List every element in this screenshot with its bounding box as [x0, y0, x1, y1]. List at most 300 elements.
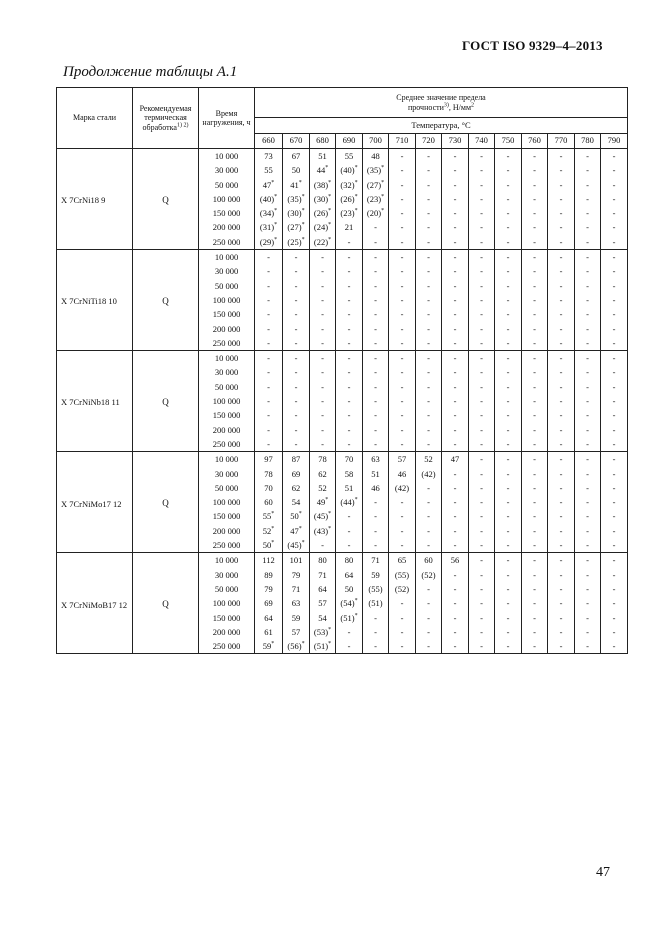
strength-value: (24)* — [313, 222, 332, 233]
strength-value: - — [267, 367, 270, 378]
strength-value: - — [506, 454, 510, 465]
strength-value: 80 — [318, 555, 327, 566]
strength-value: - — [612, 641, 616, 652]
strength-value: 57 — [318, 598, 327, 609]
strength-value: - — [427, 583, 430, 594]
strength-value: - — [480, 641, 483, 652]
strength-value: - — [559, 179, 563, 190]
strength-value: - — [427, 381, 430, 392]
strength-value: - — [321, 540, 324, 551]
strength-value: - — [400, 511, 404, 522]
strength-value: - — [400, 424, 404, 435]
strength-value: - — [533, 236, 536, 247]
strength-value: - — [586, 309, 589, 320]
strength-values — [389, 553, 416, 654]
steel-grade-row — [57, 351, 628, 452]
loading-time: 100 000 — [212, 396, 241, 407]
strength-value: - — [559, 222, 563, 233]
strength-value: - — [559, 410, 563, 421]
strength-value: - — [506, 598, 510, 609]
steel-grade-row — [57, 250, 628, 351]
strength-value: - — [453, 222, 457, 233]
strength-value: - — [374, 424, 377, 435]
temperature-column-header: 720 — [416, 134, 442, 149]
temperature-column-header: 680 — [310, 134, 336, 149]
temperature-column-header: 690 — [336, 134, 363, 149]
strength-value: - — [559, 511, 563, 522]
temperature-column-header: 770 — [548, 134, 575, 149]
strength-value: - — [453, 525, 457, 536]
strength-value: - — [427, 179, 430, 190]
strength-value: - — [612, 353, 616, 364]
strength-value: - — [321, 410, 324, 421]
strength-value: - — [612, 222, 616, 233]
strength-value: - — [347, 367, 351, 378]
strength-value: (52) — [394, 583, 410, 594]
strength-value: - — [480, 468, 483, 479]
strength-values — [601, 553, 628, 654]
strength-value: - — [506, 280, 510, 291]
strength-value: 51 — [318, 151, 327, 161]
strength-value: - — [453, 482, 457, 493]
strength-value: - — [400, 266, 404, 277]
strength-value: - — [400, 193, 404, 204]
strength-values — [310, 452, 336, 553]
strength-value: - — [533, 381, 536, 392]
strength-value: - — [506, 151, 510, 161]
heat-treatment: Q — [133, 351, 199, 452]
strength-value: - — [480, 353, 483, 364]
strength-values — [495, 553, 522, 654]
strength-value: - — [612, 396, 616, 407]
strength-value: - — [533, 280, 536, 291]
strength-value: (23)* — [366, 193, 385, 204]
strength-values — [283, 250, 310, 351]
strength-value: 50* — [290, 511, 302, 522]
strength-values — [389, 149, 416, 250]
strength-value: - — [427, 438, 430, 449]
strength-value: (55) — [394, 569, 410, 580]
strength-value: - — [612, 367, 616, 378]
strength-value: (38)* — [313, 179, 332, 190]
temperature-column-header: 780 — [575, 134, 601, 149]
strength-value: 57 — [397, 454, 407, 465]
strength-value: 44* — [316, 165, 329, 176]
strength-value: - — [533, 294, 536, 305]
strength-value: 65 — [397, 555, 407, 566]
strength-value: - — [506, 337, 510, 348]
strength-value: 64 — [318, 583, 327, 594]
loading-time: 50 000 — [214, 280, 239, 291]
strength-value: - — [374, 525, 377, 536]
strength-values — [601, 452, 628, 553]
strength-value: - — [294, 410, 298, 421]
strength-value: - — [427, 323, 430, 334]
strength-value: - — [321, 353, 324, 364]
strength-values — [442, 149, 469, 250]
strength-value: (45)* — [313, 511, 332, 522]
strength-value: - — [612, 151, 616, 161]
strength-value: - — [612, 555, 616, 566]
strength-value: - — [559, 266, 563, 277]
strength-values — [575, 250, 601, 351]
strength-values — [363, 149, 389, 250]
strength-value: - — [453, 641, 457, 652]
strength-value: - — [347, 323, 351, 334]
strength-value: - — [374, 438, 377, 449]
strength-value: - — [506, 438, 510, 449]
strength-value: - — [453, 252, 457, 263]
strength-value: - — [506, 626, 510, 637]
strength-value: - — [480, 626, 483, 637]
strength-header: Среднее значение предела прочности$^{3)}$, $Н/мм^2$ — [255, 88, 628, 118]
strength-value: - — [453, 583, 457, 594]
strength-value: - — [480, 569, 483, 580]
strength-value: 69 — [264, 598, 273, 609]
strength-value: - — [267, 410, 270, 421]
strength-value: 71 — [318, 569, 327, 580]
strength-value: - — [294, 294, 298, 305]
strength-value: - — [559, 353, 563, 364]
strength-value: - — [559, 598, 563, 609]
strength-value: - — [586, 294, 589, 305]
strength-value: - — [506, 165, 510, 176]
strength-value: 47* — [262, 179, 275, 190]
strength-value: - — [586, 540, 589, 551]
loading-time: 30 000 — [214, 165, 239, 176]
strength-value: - — [480, 525, 483, 536]
strength-value: - — [480, 482, 483, 493]
strength-value: - — [427, 222, 430, 233]
strength-value: - — [559, 612, 563, 623]
strength-value: 101 — [289, 555, 303, 566]
strength-value: 57 — [291, 626, 301, 637]
strength-values — [548, 149, 575, 250]
strength-value: - — [533, 222, 536, 233]
strength-value: - — [612, 583, 616, 594]
strength-value: - — [480, 410, 483, 421]
strength-values — [310, 149, 336, 250]
strength-values — [283, 149, 310, 250]
temperature-column-header: 730 — [442, 134, 469, 149]
strength-value: - — [586, 598, 589, 609]
strength-values — [442, 250, 469, 351]
strength-value: - — [427, 410, 430, 421]
strength-values — [495, 149, 522, 250]
strength-values — [575, 149, 601, 250]
strength-values — [495, 351, 522, 452]
strength-value: 79 — [291, 569, 301, 580]
strength-value: - — [347, 236, 351, 247]
loading-times — [199, 452, 255, 553]
strength-value: - — [400, 641, 404, 652]
loading-time: 100 000 — [212, 598, 241, 609]
strength-values — [522, 452, 548, 553]
strength-value: - — [453, 424, 457, 435]
strength-values — [442, 351, 469, 452]
strength-value: (27)* — [366, 179, 385, 190]
temperature-column-header: 740 — [469, 134, 495, 149]
strength-value: - — [586, 612, 589, 623]
strength-value: - — [559, 323, 563, 334]
strength-value: 56 — [450, 555, 460, 566]
strength-value: - — [559, 381, 563, 392]
strength-value: - — [294, 309, 298, 320]
loading-time: 30 000 — [214, 367, 239, 378]
strength-value: - — [427, 396, 430, 407]
heat-treatment: Q — [133, 553, 199, 654]
strength-values — [522, 553, 548, 654]
strength-value: - — [586, 236, 589, 247]
strength-values — [495, 250, 522, 351]
grade-header: Марка стали — [57, 88, 133, 149]
strength-value: - — [294, 252, 298, 263]
steel-grade: X 7CrNiMoB17 12 — [57, 553, 133, 654]
strength-value: - — [453, 569, 457, 580]
loading-time: 50 000 — [214, 583, 239, 594]
strength-value: - — [480, 497, 483, 508]
strength-value: 80 — [344, 555, 354, 566]
strength-value: - — [427, 280, 430, 291]
strength-value: - — [559, 367, 563, 378]
strength-value: (54)* — [340, 598, 358, 609]
strength-value: (30)* — [313, 193, 332, 204]
strength-value: - — [533, 555, 536, 566]
strength-value: - — [453, 193, 457, 204]
strength-value: - — [533, 252, 536, 263]
strength-values — [283, 553, 310, 654]
strength-value: - — [586, 151, 589, 161]
strength-value: - — [612, 511, 616, 522]
strength-value: - — [506, 294, 510, 305]
standard-code: ГОСТ ISO 9329–4–2013 — [462, 38, 603, 53]
strength-value: (52) — [421, 569, 436, 580]
strength-value: - — [480, 208, 483, 219]
strength-value: - — [480, 266, 483, 277]
strength-value: - — [453, 626, 457, 637]
strength-value: - — [294, 367, 298, 378]
strength-value: - — [347, 511, 351, 522]
strength-value: - — [533, 266, 536, 277]
strength-value: (56)* — [287, 641, 305, 652]
heat-treatment-header: Рекомендуемая термическая обработка$^{1) 2)}$ — [133, 88, 199, 149]
strength-value: - — [506, 641, 510, 652]
loading-time: 200 000 — [212, 525, 241, 536]
strength-values — [389, 351, 416, 452]
strength-value: - — [612, 280, 616, 291]
strength-value: 59 — [291, 612, 301, 623]
strength-value: - — [612, 410, 616, 421]
strength-value: - — [453, 612, 457, 623]
strength-values — [255, 351, 283, 452]
strength-values — [575, 452, 601, 553]
strength-value: - — [586, 353, 589, 364]
strength-value: - — [559, 626, 563, 637]
strength-value: - — [453, 381, 457, 392]
strength-value: - — [612, 612, 616, 623]
strength-value: - — [586, 252, 589, 263]
strength-value: - — [480, 438, 483, 449]
strength-value: - — [586, 323, 589, 334]
strength-value: - — [612, 208, 616, 219]
strength-value: - — [506, 222, 510, 233]
strength-value: - — [586, 367, 589, 378]
strength-values — [522, 250, 548, 351]
strength-value: - — [533, 569, 536, 580]
strength-value: - — [586, 280, 589, 291]
strength-value: - — [374, 612, 377, 623]
strength-value: - — [374, 323, 377, 334]
strength-value: 71 — [291, 583, 301, 594]
strength-value: 49* — [316, 497, 329, 508]
strength-value: - — [533, 151, 536, 161]
strength-values — [495, 452, 522, 553]
strength-value: - — [586, 641, 589, 652]
strength-values — [469, 351, 495, 452]
loading-times — [199, 351, 255, 452]
strength-value: 67 — [291, 151, 301, 161]
strength-value: - — [453, 410, 457, 421]
strength-value: 71 — [371, 555, 380, 566]
strength-value: - — [612, 525, 616, 536]
heat-treatment: Q — [133, 250, 199, 351]
strength-value: - — [533, 540, 536, 551]
strength-value: 54 — [318, 612, 327, 623]
strength-value: - — [427, 482, 430, 493]
loading-time: 50 000 — [214, 482, 239, 493]
strength-value: - — [427, 497, 430, 508]
strength-value: - — [506, 396, 510, 407]
strength-value: - — [586, 208, 589, 219]
strength-value: - — [506, 179, 510, 190]
temperature-column-header: 700 — [363, 134, 389, 149]
strength-value: - — [374, 396, 377, 407]
strength-value: - — [347, 410, 351, 421]
strength-value: - — [321, 323, 324, 334]
strength-value: - — [586, 583, 589, 594]
strength-value: - — [374, 294, 377, 305]
strength-value: - — [453, 367, 457, 378]
strength-value: 51 — [371, 468, 380, 479]
strength-value: 63 — [371, 454, 380, 465]
strength-value: - — [533, 641, 536, 652]
loading-time: 250 000 — [212, 540, 241, 551]
strength-value: - — [427, 424, 430, 435]
strength-values — [336, 250, 363, 351]
heat-treatment: Q — [133, 149, 199, 250]
strength-value: - — [321, 438, 324, 449]
strength-value: - — [400, 396, 404, 407]
strength-value: - — [586, 511, 589, 522]
strength-value: - — [506, 482, 510, 493]
strength-value: - — [294, 396, 298, 407]
strength-value: - — [400, 367, 404, 378]
strength-values — [548, 452, 575, 553]
strength-value: - — [374, 626, 377, 637]
strength-value: - — [374, 236, 377, 247]
loading-time: 100 000 — [212, 193, 241, 204]
strength-value: - — [533, 468, 536, 479]
strength-value: - — [267, 294, 270, 305]
strength-value: - — [480, 598, 483, 609]
strength-values — [336, 553, 363, 654]
strength-value: - — [533, 193, 536, 204]
strength-value: - — [374, 252, 377, 263]
strength-values — [522, 149, 548, 250]
strength-value: (40)* — [340, 165, 358, 176]
strength-value: - — [559, 337, 563, 348]
loading-time: 150 000 — [212, 511, 241, 522]
strength-value: 55 — [344, 151, 354, 161]
strength-value: - — [480, 583, 483, 594]
strength-value: 46 — [397, 468, 407, 479]
strength-value: - — [533, 511, 536, 522]
strength-value: 89 — [264, 569, 273, 580]
loading-time: 30 000 — [214, 468, 239, 479]
strength-value: - — [347, 309, 351, 320]
strength-value: - — [374, 367, 377, 378]
strength-values — [255, 149, 283, 250]
strength-value: - — [374, 381, 377, 392]
loading-time: 10 000 — [214, 353, 239, 364]
strength-values — [389, 452, 416, 553]
strength-value: (40)* — [259, 193, 278, 204]
strength-value: - — [400, 525, 404, 536]
strength-value: - — [559, 424, 563, 435]
strength-value: - — [427, 626, 430, 637]
strength-values — [469, 553, 495, 654]
strength-values — [283, 351, 310, 452]
strength-value: - — [559, 482, 563, 493]
loading-time: 250 000 — [212, 438, 241, 449]
strength-value: - — [294, 424, 298, 435]
strength-value: - — [267, 309, 270, 320]
strength-value: - — [559, 497, 563, 508]
strength-value: - — [559, 569, 563, 580]
strength-value: - — [612, 438, 616, 449]
strength-value: - — [480, 511, 483, 522]
strength-value: (42) — [421, 468, 436, 479]
strength-value: - — [267, 424, 270, 435]
strength-value: - — [506, 323, 510, 334]
strength-value: - — [400, 497, 404, 508]
strength-value: - — [533, 626, 536, 637]
strength-value: 78 — [264, 468, 273, 479]
strength-value: 69 — [291, 468, 301, 479]
strength-value: - — [480, 236, 483, 247]
strength-value: 64 — [344, 569, 354, 580]
strength-value: 52 — [424, 454, 433, 465]
loading-times — [199, 250, 255, 351]
strength-value: - — [612, 381, 616, 392]
strength-value: - — [586, 497, 589, 508]
strength-value: - — [427, 511, 430, 522]
strength-value: (29)* — [259, 236, 278, 247]
strength-value: - — [506, 583, 510, 594]
strength-value: (51)* — [313, 641, 332, 652]
strength-value: - — [533, 410, 536, 421]
strength-values — [575, 351, 601, 452]
strength-value: - — [347, 438, 351, 449]
temperature-column-header: 790 — [601, 134, 628, 149]
strength-value: - — [480, 454, 483, 465]
temperature-column-header: 660 — [255, 134, 283, 149]
strength-value: - — [374, 222, 377, 233]
strength-value: - — [453, 438, 457, 449]
loading-time: 10 000 — [214, 151, 239, 161]
strength-value: - — [533, 438, 536, 449]
steel-grade: X 7CrNiTi18 10 — [57, 250, 133, 351]
